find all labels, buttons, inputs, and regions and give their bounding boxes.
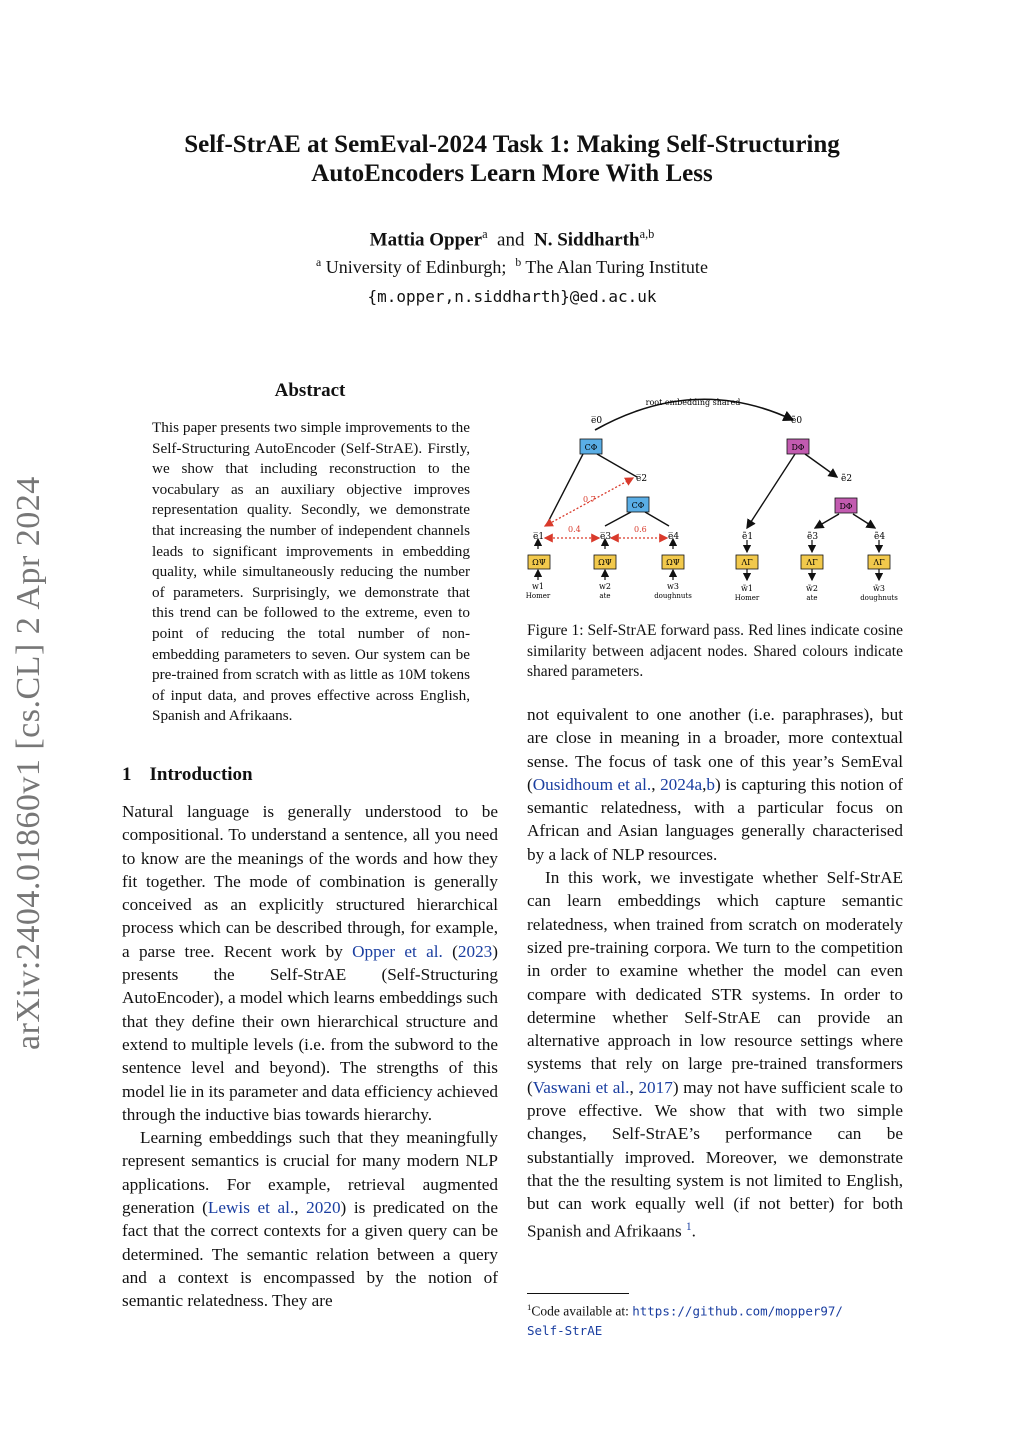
node-label: e̅1 [533, 532, 545, 542]
text-run: In this work, we investigate whether Self-StrAE can learn embeddings which capture semantic relatedness, when trained from scratch on moderately sized pre-training corpora. We turn to the competition in order to examine whether the model can even compare with dedicated STR systems. In order to determine whether Self-StrAE can provide an alternative approach in low resource settings where systems that rely on large pre-trained transformers ( [527, 868, 903, 1097]
text-run: Natural language is generally understood to be compositional. To understand a sentence, all you need to know are the meanings of the words and how they fit together. The mode of combination is generally conceived as an explicitly structured hierarchical process which can be described through, for example, a parse tree. Recent work by [122, 802, 498, 961]
node-label: e̅0 [591, 416, 603, 426]
citation-link[interactable]: Vaswani et al. [532, 1077, 630, 1097]
node-label: ΛΓ [873, 558, 885, 567]
edge [747, 454, 795, 528]
footnote-number: 1 [527, 1302, 532, 1312]
similarity-value: 0.4 [568, 525, 581, 534]
affil-a-mark: a [316, 256, 322, 269]
edge [597, 454, 637, 477]
token: doughnuts [654, 592, 692, 600]
intro-paragraph-2 [122, 1126, 498, 1312]
intro-paragraph-4 [527, 866, 903, 1242]
text-run: not equivalent to one another (i.e. paraphrases), but are close in meaning in a broader, more contextual sense. The focus of task one of this year’s SemEval ( [527, 705, 903, 794]
intro-paragraph-3 [527, 703, 903, 866]
node-label: ẽ0 [791, 416, 803, 426]
title-line-1: Self-StrAE at SemEval-2024 Task 1: Making Self-Structuring [184, 131, 840, 158]
affil-a: University of Edinburgh; [325, 257, 507, 277]
repo-url-link-cont[interactable]: Self-StrAE [527, 1322, 603, 1338]
word-index: w2 [599, 582, 611, 591]
intro-paragraph-1 [122, 800, 498, 1126]
right-column-body [527, 703, 903, 1243]
abstract-heading: Abstract [274, 380, 346, 401]
word-index: w3 [667, 582, 679, 591]
affiliations [0, 256, 1024, 278]
footnote-text: Code available at: [531, 1303, 633, 1319]
citation-year-link[interactable]: 2020 [306, 1198, 341, 1218]
node-label: e̅2 [636, 474, 648, 484]
author-1-affil: a [482, 227, 488, 241]
footnote-marker[interactable]: 1 [685, 1220, 692, 1233]
node-label: CΦ [584, 443, 598, 452]
section-title: Introduction [149, 764, 253, 785]
figure-1-diagram [525, 392, 905, 606]
token: doughnuts [860, 594, 898, 602]
word-index: w̃3 [873, 584, 885, 593]
text-run: , [629, 1077, 639, 1097]
author-list [0, 227, 1024, 251]
repo-url-link[interactable]: https://github.com/mopper97/ [632, 1303, 843, 1319]
token: Homer [525, 592, 551, 600]
text-run: . [691, 1221, 696, 1241]
text-run: , [702, 774, 707, 794]
edge [546, 454, 583, 526]
affil-b: The Alan Turing Institute [525, 257, 708, 277]
edge [853, 514, 875, 528]
author-and: and [497, 229, 525, 251]
token: Homer [734, 594, 760, 602]
text-run: ) is predicated on the fact that the correct contexts for a given query can be determined. The semantic relation between a query and a context is encompassed by the notion of semantic relatedness. They are [122, 1198, 498, 1311]
edge [815, 514, 839, 528]
arxiv-identifier: arXiv:2404.01860v1 [cs.CL] 2 Apr 2024 [10, 476, 47, 1050]
citation-link[interactable]: Lewis et al. [207, 1198, 295, 1218]
author-2: N. Siddharth [533, 229, 640, 251]
text-run: ( [442, 941, 458, 961]
citation-year-link[interactable]: 2024a [660, 774, 703, 794]
node-label: CΦ [631, 501, 645, 510]
footnote-rule [527, 1293, 629, 1294]
text-run: Learning embeddings such that they meaningfully represent semantics is crucial for many modern NLP applications. For example, retrieval augmented generation ( [122, 1128, 498, 1218]
node-label: ẽ3 [807, 532, 819, 542]
title-line-2: AutoEncoders Learn More With Less [311, 160, 713, 187]
node-label: ΛΓ [806, 558, 818, 567]
node-label: ΩΨ [666, 558, 680, 567]
node-label: e̅4 [668, 532, 680, 542]
paper-title [0, 130, 1024, 188]
text-run: , [651, 774, 661, 794]
edge [605, 512, 631, 526]
author-2-affil: a,b [639, 227, 655, 241]
figure-1-caption: Figure 1: Self-StrAE forward pass. Red lines indicate cosine similarity between adjacent nodes. Shared colours indicate shared parameters. [527, 622, 903, 680]
citation-year-link[interactable]: 2017 [638, 1077, 673, 1097]
node-label: ΩΨ [532, 558, 546, 567]
node-label: ẽ4 [874, 532, 886, 542]
section-heading-introduction [122, 764, 271, 786]
node-label: ΩΨ [598, 558, 612, 567]
node-label: ẽ1 [742, 532, 754, 542]
token: ate [806, 594, 818, 602]
author-1: Mattia Opper [369, 229, 483, 251]
node-label: DΦ [791, 443, 805, 452]
footnote-1 [527, 1298, 903, 1340]
section-number: 1 [122, 764, 132, 785]
text-run: ) may not have sufficient scale to prove effective. We show that with two simple changes, Self-StrAE’s performance can be substantially improved. Moreover, we demonstrate that the the resulting system is not limited to English, but can work equally well (if not better) for both Spanish and Afrikaans [527, 1077, 904, 1241]
text-run: ) is capturing this notion of semantic relatedness, with a particular focus on African and Asian languages generally characterised by a lack of NLP resources. [527, 774, 904, 864]
similarity-value: 0.6 [634, 525, 647, 534]
author-email: {m.opper,n.siddharth}@ed.ac.uk [367, 287, 657, 306]
abstract-text: This paper presents two simple improvements to the Self-Structuring AutoEncoder (Self-StrAE). Firstly, we show that including reconstruction to the vocabulary as an auxiliary objective improves representation quality. Secondly, we demonstrate that increasing the number of independent channels leads to significant improvements in embedding quality, while simultaneously reducing the number of parameters. Surprisingly, we demonstrate that this trend can be followed to the extreme, even to point of reducing the total number of non-embedding parameters to seven. Our system can be pre-trained from scratch with as little as 10M tokens of input data, and proves effective across English, Spanish and Afrikaans. [152, 419, 471, 725]
text-run: ) presents the Self-StrAE (Self-Structuring AutoEncoder), a model which learns embeddings such that they define their own hierarchical structure and extend to multiple levels (i.e. from the subword to the sentence level and beyond). The strengths of this model lie in its parameter and data efficiency achieved through the inductive bias towards hierarchy. [122, 941, 498, 1124]
edge [645, 512, 669, 526]
node-label: ΛΓ [741, 558, 753, 567]
citation-year-link[interactable]: 2023 [457, 941, 493, 961]
text-run: , [294, 1198, 307, 1218]
citation-link[interactable]: Opper et al. [352, 941, 443, 961]
affil-b-mark: b [515, 256, 522, 269]
word-index: w̃1 [741, 584, 753, 593]
word-index: w1 [532, 582, 544, 591]
token: ate [599, 592, 611, 600]
node-label: e̅3 [600, 532, 612, 542]
edge [805, 454, 837, 477]
citation-year-link[interactable]: b [706, 774, 715, 794]
node-label: DΦ [839, 502, 853, 511]
word-index: w̃2 [806, 584, 818, 593]
similarity-value: 0.7 [583, 495, 596, 504]
citation-link[interactable]: Ousidhoum et al. [532, 774, 652, 794]
root-label: root embedding shared [645, 398, 741, 407]
node-label: ẽ2 [841, 474, 853, 484]
left-column-body [122, 800, 498, 1313]
